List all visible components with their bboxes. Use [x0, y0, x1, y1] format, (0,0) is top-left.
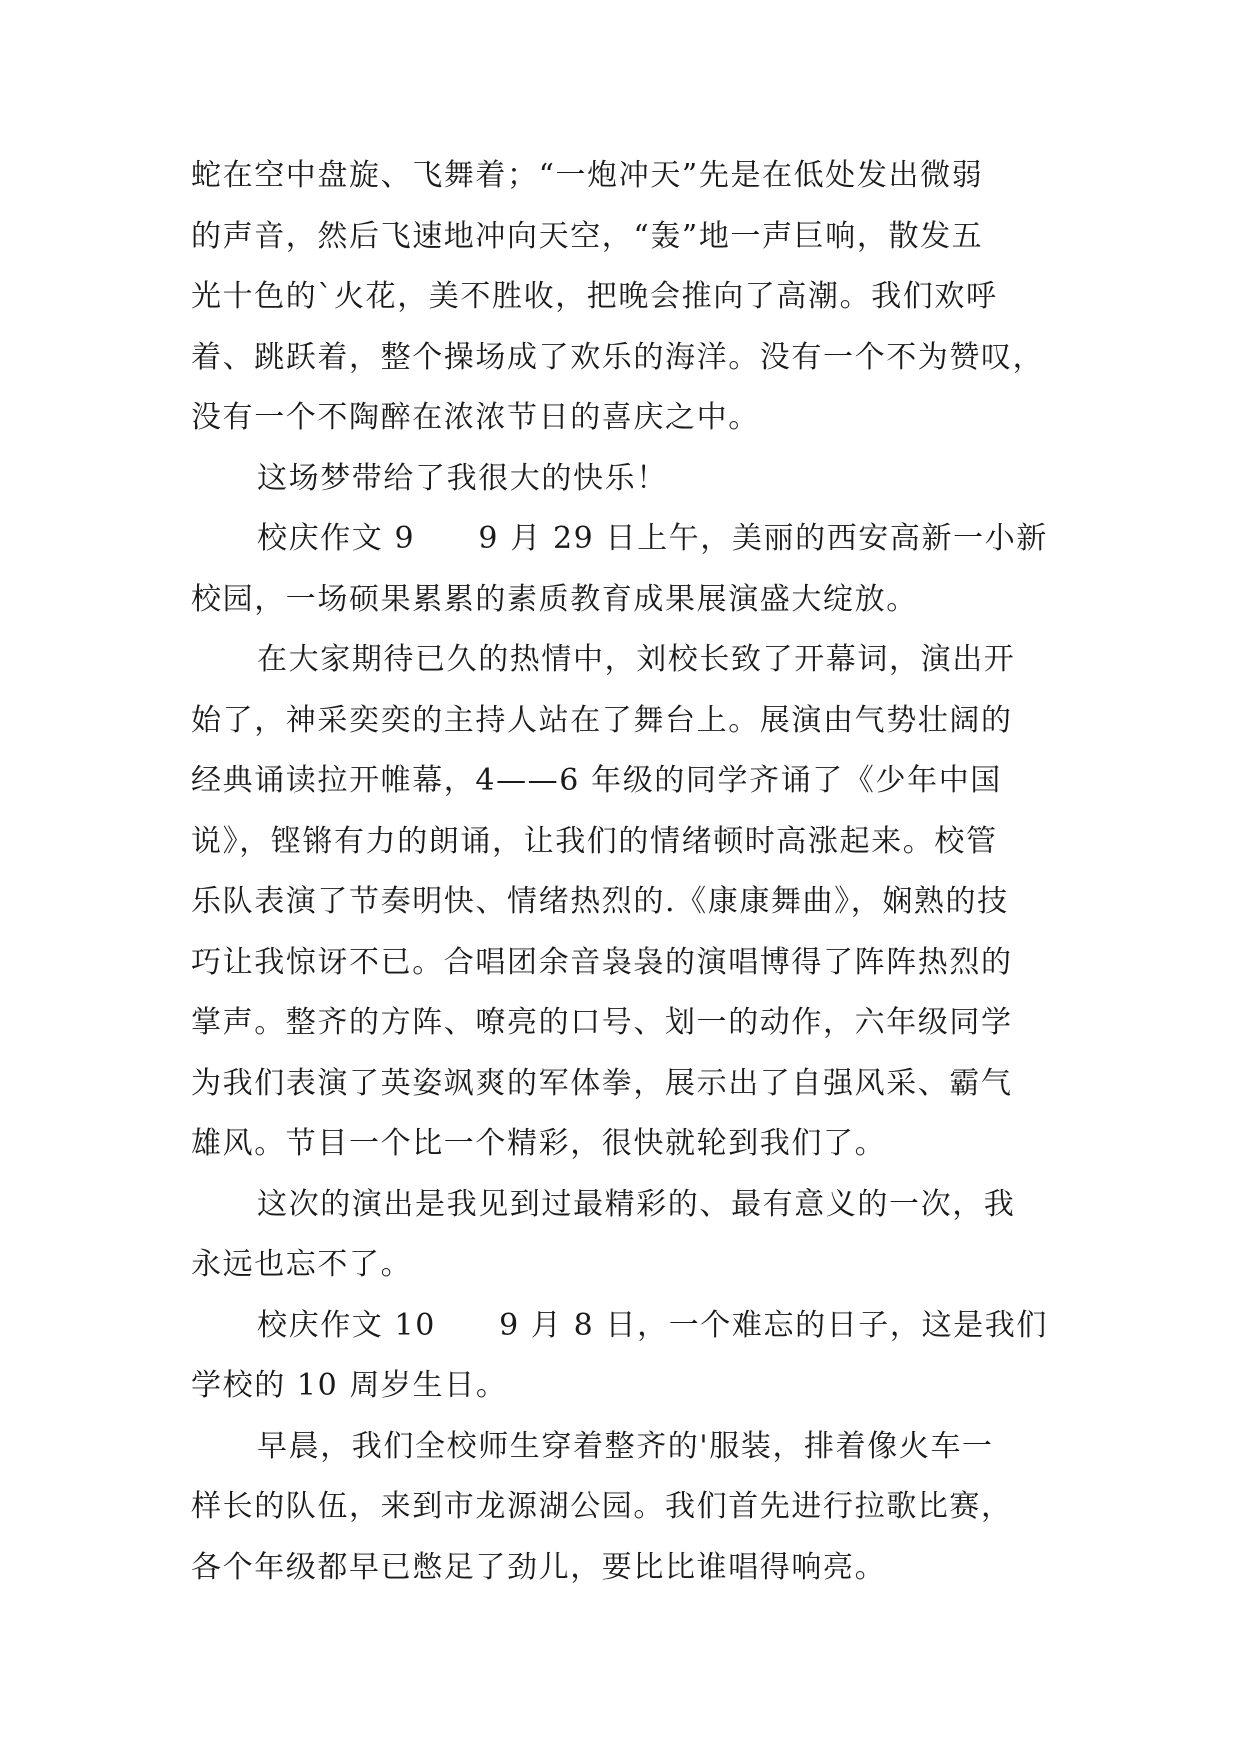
text-line: 校园，一场硕果累累的素质教育成果展演盛大绽放。 [191, 581, 918, 617]
text-line: 经典诵读拉开帷幕，4——6 年级的同学齐诵了《少年中国 [191, 763, 1002, 798]
text-line: 没有一个不陶醉在浓浓节日的喜庆之中。 [191, 400, 760, 435]
paragraph-start-line: 早晨，我们全校师生穿着整齐的'服装，排着像火车一 [257, 1428, 994, 1464]
text-line: 的声音，然后飞速地冲向天空，“轰”地一声巨响，散发五 [191, 218, 984, 254]
text-line: 巧让我惊讶不已。合唱团余音袅袅的演唱博得了阵阵热烈的 [191, 944, 1013, 980]
text-line: 各个年级都早已憋足了劲儿，要比比谁唱得响亮。 [191, 1549, 887, 1585]
section-heading-line: 校庆作文 10 9 月 8 日，一个难忘的日子，这是我们 [257, 1307, 1048, 1343]
text-line: 说》，铿锵有力的朗诵，让我们的情绪顿时高涨起来。校管 [191, 823, 998, 859]
text-line: 始了，神采奕奕的主持人站在了舞台上。展演由气势壮阔的 [191, 702, 1013, 738]
text-line: 掌声。整齐的方阵、嘹亮的口号、划一的动作，六年级同学 [191, 1005, 1013, 1040]
text-line: 着、跳跃着，整个操场成了欢乐的海洋。没有一个不为赞叹， [191, 339, 1045, 375]
text-line: 光十色的`火花，美不胜收，把晚会推向了高潮。我们欢呼 [191, 279, 998, 314]
text-line: 样长的队伍，来到市龙源湖公园。我们首先进行拉歌比赛， [191, 1489, 1013, 1524]
paragraph-start-line: 在大家期待已久的热情中，刘校长致了开幕词，演出开 [257, 642, 1016, 677]
paragraph-start-line: 这次的演出是我见到过最精彩的、最有意义的一次，我 [257, 1186, 1016, 1222]
text-line: 学校的 10 周岁生日。 [191, 1368, 508, 1403]
section-heading-line: 校庆作文 9 9 月 29 日上午，美丽的西安高新一小新 [257, 521, 1048, 556]
document-body [191, 146, 1071, 1598]
text-line: 永远也忘不了。 [191, 1247, 413, 1282]
text-line: 为我们表演了英姿飒爽的军体拳，展示出了自强风采、霸气 [191, 1065, 1013, 1101]
text-line: 乐队表演了节奏明快、情绪热烈的.《康康舞曲》，娴熟的技 [191, 884, 1009, 919]
text-line: 蛇在空中盘旋、飞舞着；“一炮冲天”先是在低处发出微弱 [191, 158, 984, 193]
text-line: 雄风。节目一个比一个精彩，很快就轮到我们了。 [191, 1126, 887, 1161]
paragraph-start-line: 这场梦带给了我很大的快乐！ [257, 460, 668, 496]
